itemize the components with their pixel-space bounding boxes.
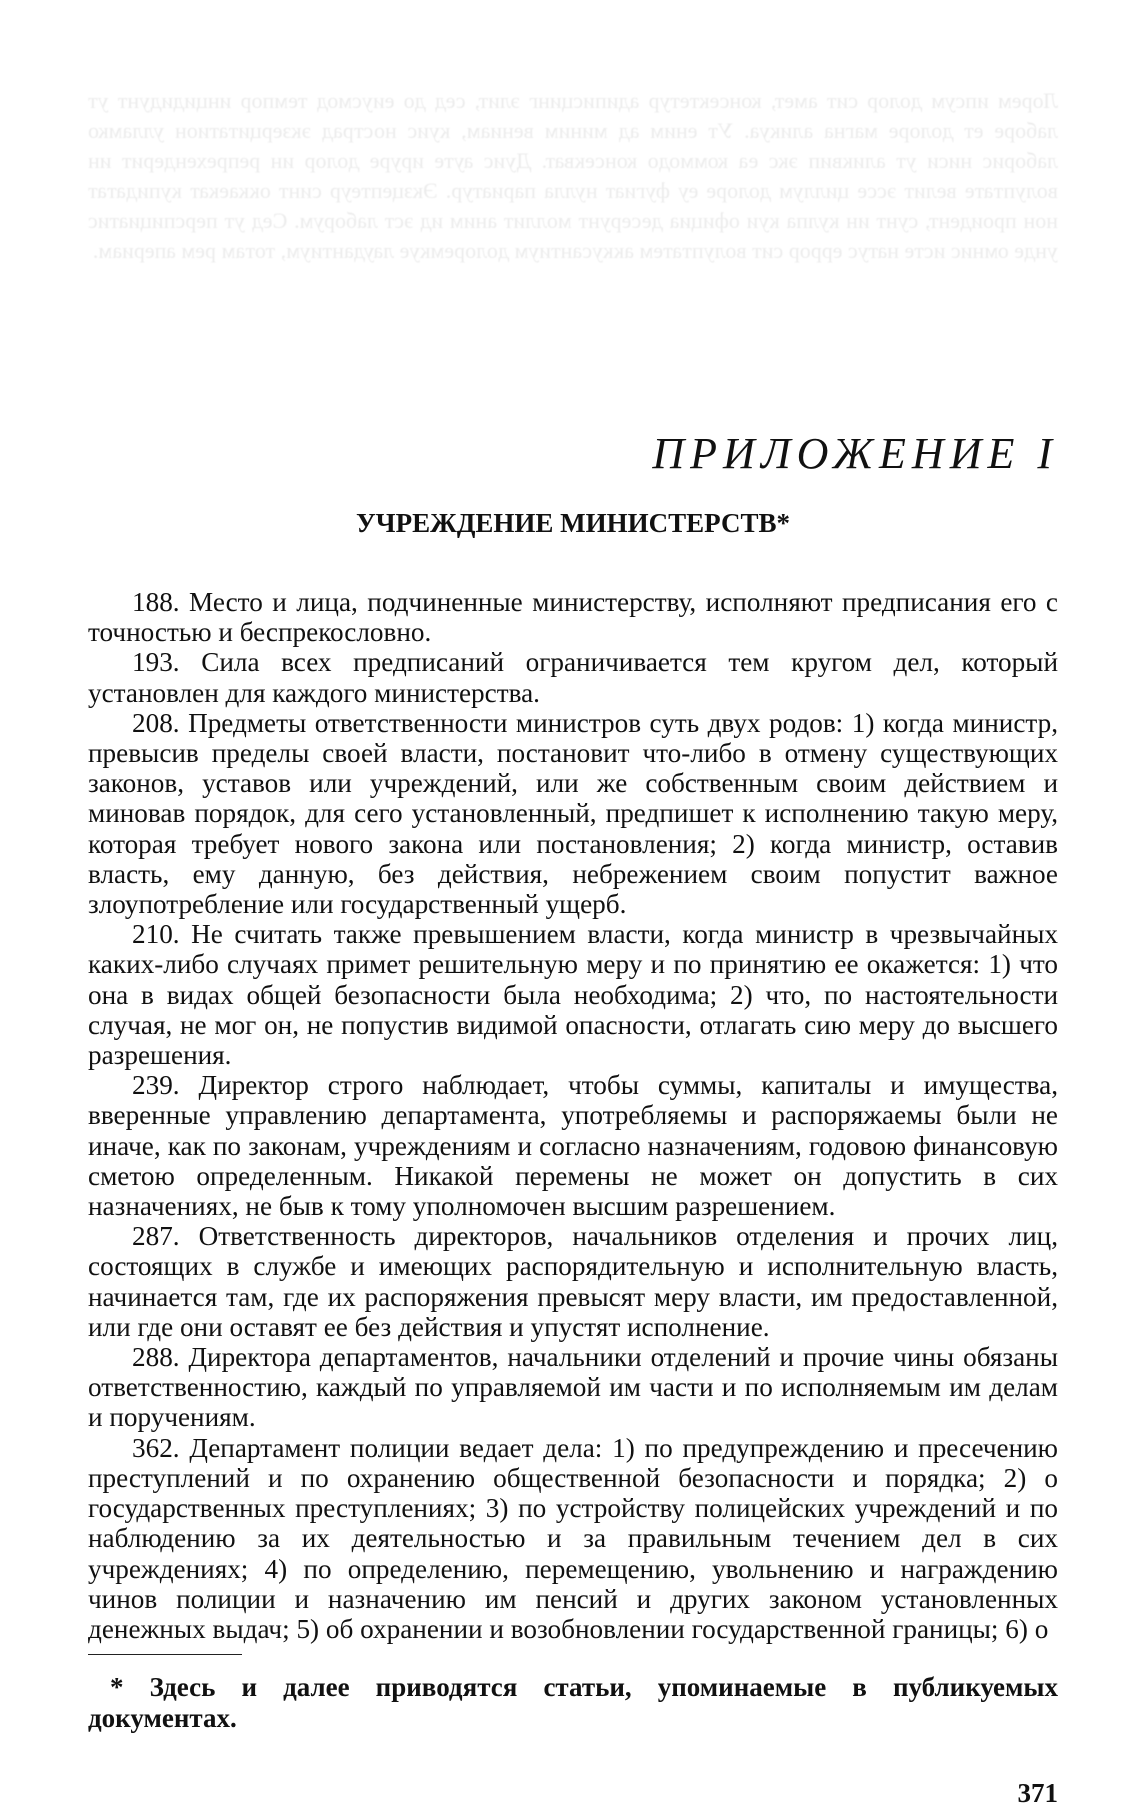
article-362: 362. Департамент полиции ведает дела: 1) по предупреждению и пресечению преступлений и по охранению общественной безопасности и порядка; 2) о государственных преступлениях; 3) по устройству полицейских учреждений и по наблюдению за их деятельностью и за правильным течением дел в сих учреждениях; 4) по определению, перемещению, увольнению и награждению чинов полиции и назначению им пенсий и других законом установленных денежных выдач; 5) об охранении и возобновлении государственной границы; 6) о — [88, 1432, 1058, 1644]
bleed-through-text: Лорем ипсум долор сит амет, консектетур адиписцинг элит, сед до еиусмод темпор инцидидунт ут лаборе ет долоре магна аликуа. Ут еним ад миним вениам, куис нострад экзерцитатион улламко лаборис ниси ут аликвип экс еа коммодо консекват. Дуис ауте ируре долор ин репрехендерит ин волуптате велит эссе циллум долоре еу фугиат нулла париатур. Экзцептеур синт оккаекат купидатат нон проидент, сунт ин кулпа куи официа десерунт моллит аним ид эст лаборум. Сед ут перспициатис унде омнис исте натус еррор сит волуптатем аккусантиум долоремкуе лаудантиум, тотам рем апериам. — [88, 88, 1058, 263]
footnote: * Здесь и далее приводятся статьи, упоминаемые в публикуемых документах. — [88, 1672, 1058, 1733]
article-188: 188. Место и лица, подчиненные министерству, исполняют предписания его с точностью и беспрекословно. — [88, 587, 1058, 648]
page-number: 371 — [1017, 1778, 1058, 1808]
article-288: 288. Директора департаментов, начальники отделений и прочие чины обязаны ответственностию, каждый по управляемой им части и по исполняемым им делам и поручениям. — [88, 1342, 1058, 1433]
article-210: 210. Не считать также превышением власти, когда министр в чрезвычайных каких-либо случаях примет решительную меру и по принятию ее окажется: 1) что она в видах общей безопасности была необходима; 2) что, по настоятельности случая, не мог он, не попустив видимой опасности, отлагать сию меру до высшего разрешения. — [88, 919, 1058, 1071]
document-page — [88, 60, 1058, 1808]
article-193: 193. Сила всех предписаний ограничивается тем кругом дел, который установлен для каждого министерства. — [88, 647, 1058, 708]
article-287: 287. Ответственность директоров, начальников отделения и прочих лиц, состоящих в службе и имеющих распорядительную и исполнительную власть, начинается там, где их распоряжения превысят меру власти, им предоставленной, или где они оставят ее без действия и упустят исполнение. — [88, 1221, 1058, 1342]
appendix-heading: ПРИЛОЖЕНИЕ I — [652, 429, 1058, 478]
footnote-divider — [88, 1654, 242, 1655]
section-title: УЧРЕЖДЕНИЕ МИНИСТЕРСТВ* — [355, 508, 791, 538]
article-239: 239. Директор строго наблюдает, чтобы суммы, капиталы и имущества, вверенные управлению департамента, употребляемы и распоряжаемы были не иначе, как по законам, учреждениям и согласно назначениям, годовою финансовую сметою определенным. Никакой перемены не может он допустить в сих назначениях, не быв к тому уполномочен высшим разрешением. — [88, 1070, 1058, 1222]
article-208: 208. Предметы ответственности министров суть двух родов: 1) когда министр, превысив пределы своей власти, постановит что-либо в отмену существующих законов, уставов или учреждений, или же собственным своим действием и миновав порядок, для сего установленный, предпишет к исполнению такую меру, которая требует нового закона или постановления; 2) когда министр, оставив власть, ему данную, без действия, небрежением своим попустит важное злоупотребление или государственный ущерб. — [88, 707, 1058, 920]
article-body — [88, 587, 1058, 1644]
